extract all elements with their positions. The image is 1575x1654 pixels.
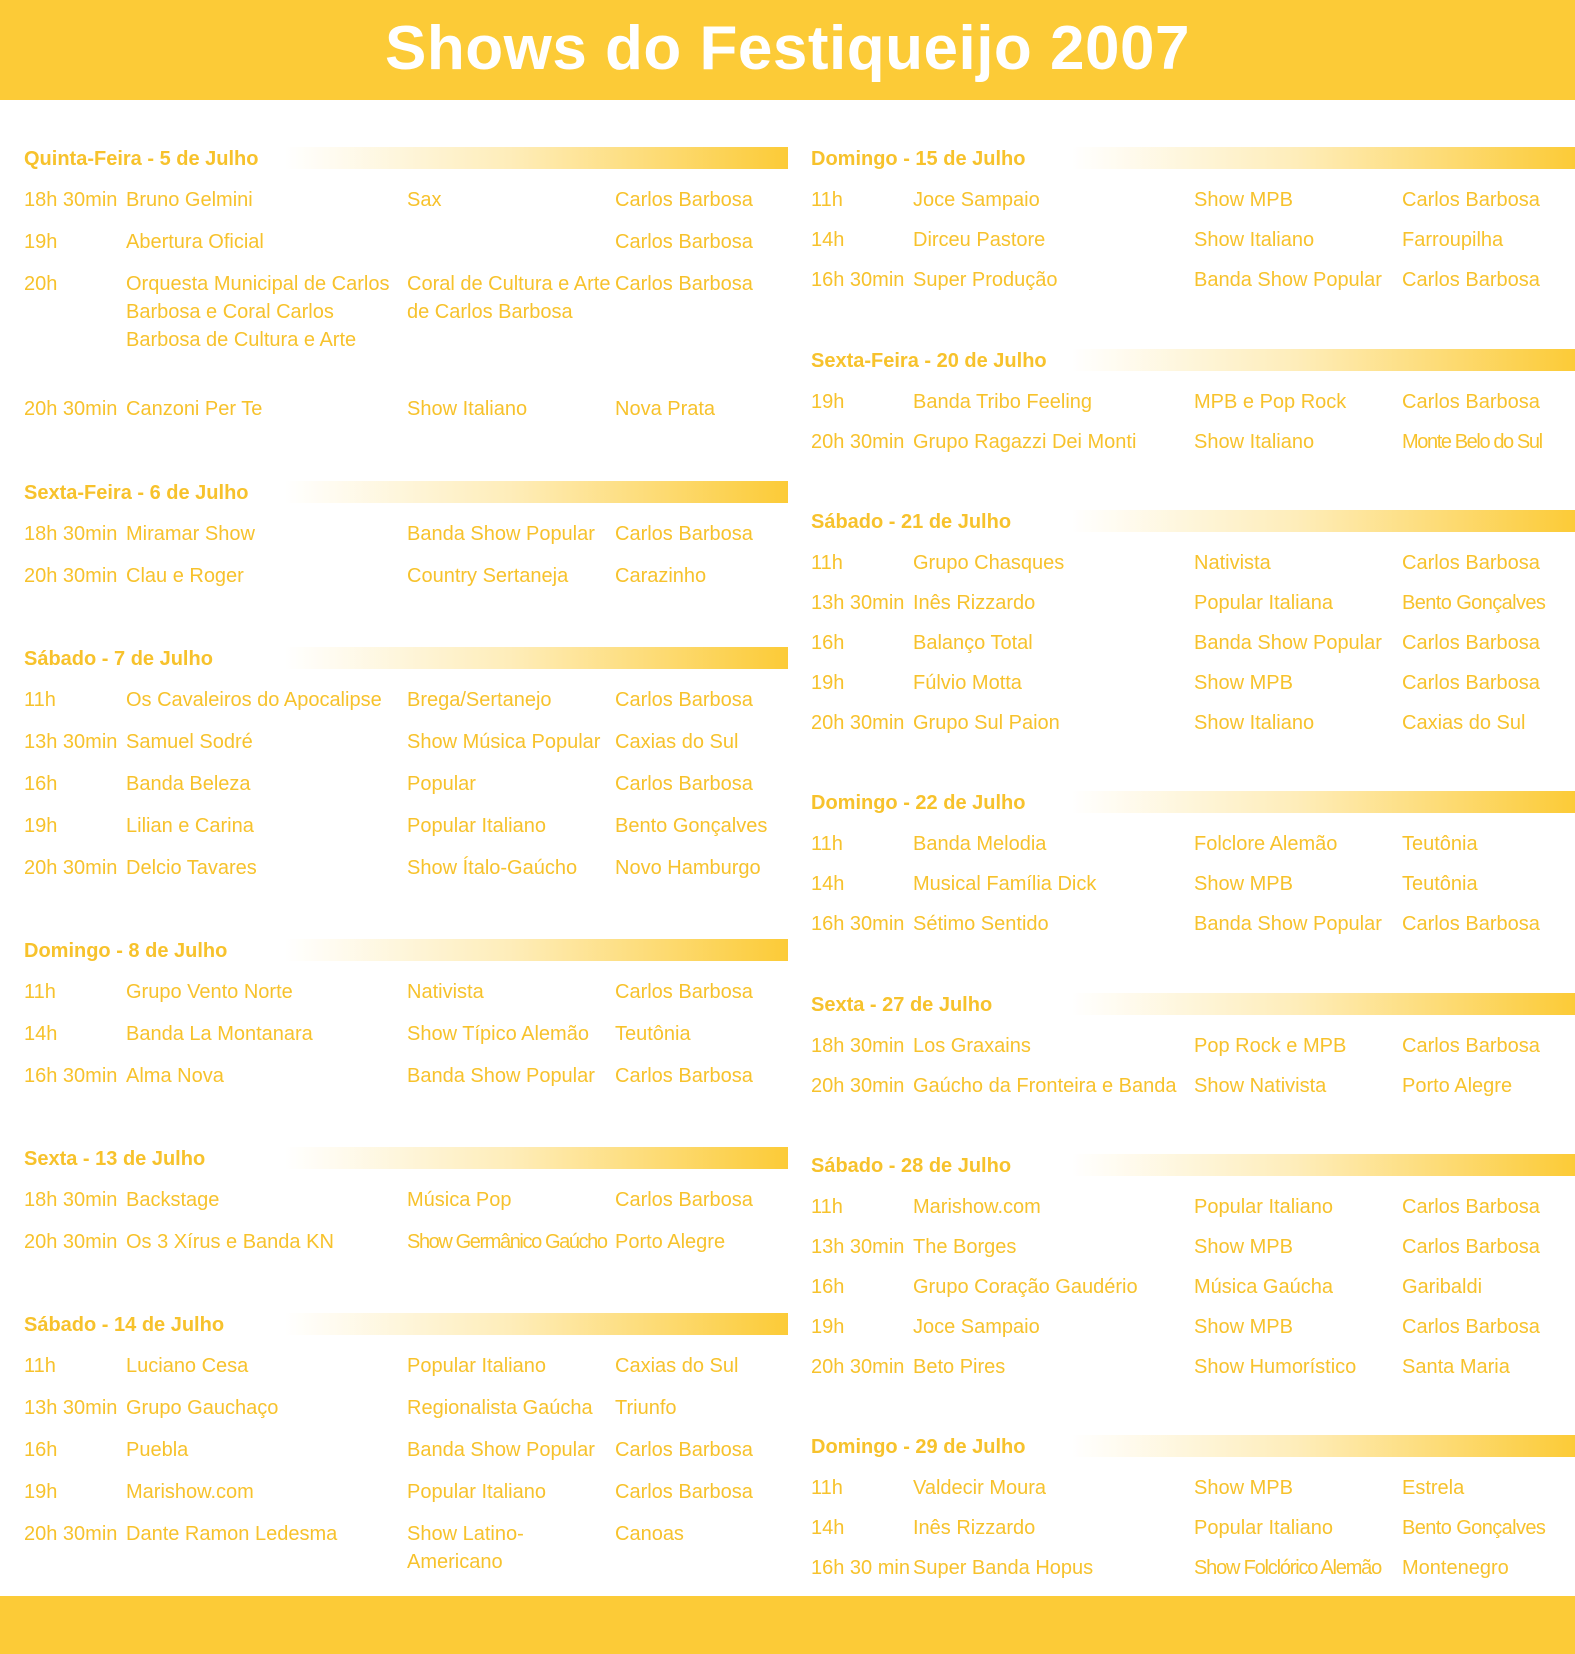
show-city: Bento Gonçalves (1402, 592, 1546, 614)
show-artist: Os Cavaleiros do Apocalipse (126, 689, 382, 711)
show-genre: Banda Show Popular (1194, 632, 1382, 654)
show-time: 14h (811, 1517, 845, 1539)
show-city: Carlos Barbosa (615, 231, 753, 253)
table-row (811, 709, 1575, 749)
show-city: Caxias do Sul (615, 731, 739, 753)
show-city: Porto Alegre (615, 1231, 726, 1253)
day-header (24, 1312, 788, 1336)
show-city: Carlos Barbosa (1402, 1236, 1540, 1258)
day-header (24, 646, 788, 670)
show-city: Santa Maria (1402, 1356, 1510, 1378)
show-time: 18h 30min (811, 1035, 905, 1057)
show-genre: Show Germânico Gaúcho (407, 1231, 607, 1253)
show-time: 13h 30min (811, 1236, 905, 1258)
show-city: Carazinho (615, 565, 707, 587)
show-artist: Banda La Montanara (126, 1023, 313, 1045)
day-section (811, 1434, 1575, 1594)
show-time: 19h (811, 1316, 845, 1338)
day-section (24, 1146, 788, 1270)
show-time: 11h (24, 689, 56, 711)
table-row (811, 669, 1575, 709)
show-city: Caxias do Sul (1402, 712, 1526, 734)
table-row (24, 770, 788, 812)
show-genre: Show Latino-Americano (407, 1523, 524, 1573)
show-artist: Grupo Gauchaço (126, 1397, 279, 1419)
show-genre: Banda Show Popular (407, 1065, 595, 1087)
show-time: 19h (24, 1481, 58, 1503)
show-time: 20h (24, 273, 58, 295)
day-section (811, 1153, 1575, 1393)
show-artist: Los Graxains (913, 1035, 1031, 1057)
day-header-bar (1071, 993, 1575, 1015)
show-genre: Show Italiano (1194, 431, 1315, 453)
show-city: Carlos Barbosa (1402, 189, 1540, 211)
show-city: Novo Hamburgo (615, 857, 761, 879)
show-time: 16h (24, 773, 58, 795)
show-genre: Coral de Cultura e Arte de Carlos Barbosa (407, 273, 611, 323)
day-header-bar (284, 481, 788, 503)
table-row (24, 1186, 788, 1228)
page-title: Shows do Festiqueijo 2007 (385, 14, 1190, 83)
show-artist: Banda Tribo Feeling (913, 391, 1093, 413)
show-time: 18h 30min (24, 189, 118, 211)
show-city: Canoas (615, 1523, 684, 1545)
show-city: Montenegro (1402, 1557, 1509, 1579)
show-time: 20h 30min (811, 1356, 905, 1378)
show-city: Carlos Barbosa (615, 1439, 753, 1461)
day-header-bar (1071, 349, 1575, 371)
show-time: 16h 30min (24, 1065, 118, 1087)
show-time: 11h (24, 1355, 56, 1377)
show-genre: Banda Show Popular (1194, 913, 1382, 935)
show-time: 16h (811, 632, 845, 654)
show-city: Carlos Barbosa (1402, 672, 1540, 694)
table-row (811, 1474, 1575, 1514)
table-row (24, 728, 788, 770)
table-row (24, 562, 788, 604)
show-genre: Banda Show Popular (407, 1439, 595, 1461)
show-city: Nova Prata (615, 398, 716, 420)
show-city: Carlos Barbosa (1402, 1035, 1540, 1057)
day-header (811, 1153, 1575, 1177)
show-city: Carlos Barbosa (1402, 632, 1540, 654)
table-row (24, 186, 788, 228)
day-header (811, 509, 1575, 533)
day-header (24, 480, 788, 504)
day-section (24, 480, 788, 604)
day-title: Domingo - 29 de Julho (811, 1436, 1031, 1458)
show-artist: Dirceu Pastore (913, 229, 1046, 251)
show-artist: Joce Sampaio (913, 1316, 1040, 1338)
table-row (811, 549, 1575, 589)
day-title: Sexta-Feira - 20 de Julho (811, 350, 1053, 372)
show-genre: Show MPB (1194, 873, 1293, 895)
day-header-bar (1071, 1154, 1575, 1176)
show-genre: Nativista (407, 981, 484, 1003)
show-artist: Delcio Tavares (126, 857, 257, 879)
show-time: 20h 30min (24, 565, 118, 587)
show-time: 19h (811, 391, 845, 413)
day-title: Sábado - 14 de Julho (24, 1314, 230, 1336)
day-header (24, 1146, 788, 1170)
show-time: 11h (811, 1477, 843, 1499)
show-genre: Show Italiano (407, 398, 528, 420)
show-artist: Marishow.com (913, 1196, 1041, 1218)
show-genre: Show MPB (1194, 1316, 1293, 1338)
show-city: Estrela (1402, 1477, 1465, 1499)
show-artist: Inês Rizzardo (913, 592, 1036, 614)
show-artist: Alma Nova (126, 1065, 224, 1087)
table-row (811, 266, 1575, 306)
show-city: Garibaldi (1402, 1276, 1483, 1298)
show-city: Bento Gonçalves (1402, 1517, 1546, 1539)
table-row (811, 1072, 1575, 1112)
show-time: 13h 30min (811, 592, 905, 614)
show-genre: Banda Show Popular (407, 523, 595, 545)
table-row (811, 1514, 1575, 1554)
show-artist: Banda Beleza (126, 773, 251, 795)
day-title: Domingo - 22 de Julho (811, 792, 1031, 814)
table-row (24, 812, 788, 854)
show-genre: Popular Italiano (407, 1355, 546, 1377)
show-city: Caxias do Sul (615, 1355, 739, 1377)
show-time: 20h 30min (811, 712, 905, 734)
show-artist: Super Banda Hopus (913, 1557, 1094, 1579)
show-time: 13h 30min (24, 1397, 118, 1419)
table-row (24, 1062, 788, 1104)
show-time: 16h 30min (811, 269, 905, 291)
table-row (24, 1352, 788, 1394)
day-section (811, 992, 1575, 1112)
show-genre: Sax (407, 189, 442, 211)
show-genre: Show Italiano (1194, 712, 1315, 734)
show-time: 16h 30min (811, 913, 905, 935)
table-row (24, 1020, 788, 1062)
day-header (24, 146, 788, 170)
day-section (811, 348, 1575, 468)
day-header (24, 938, 788, 962)
show-genre: Regionalista Gaúcha (407, 1397, 593, 1419)
show-city: Bento Gonçalves (615, 815, 768, 837)
day-header-bar (1071, 510, 1575, 532)
show-artist: Fúlvio Motta (913, 672, 1022, 694)
table-row (24, 520, 788, 562)
show-genre: Popular Italiana (1194, 592, 1333, 614)
day-section (24, 146, 788, 437)
show-time: 20h 30min (24, 1523, 118, 1545)
table-row (24, 978, 788, 1020)
day-header-bar (1071, 1435, 1575, 1457)
day-title: Sábado - 28 de Julho (811, 1155, 1017, 1177)
table-row (811, 226, 1575, 266)
day-section (811, 146, 1575, 306)
show-artist: Beto Pires (913, 1356, 1006, 1378)
show-city: Carlos Barbosa (615, 1189, 753, 1211)
show-genre: Música Gaúcha (1194, 1276, 1333, 1298)
show-genre: Show Humorístico (1194, 1356, 1357, 1378)
table-row (811, 589, 1575, 629)
day-header-bar (284, 1147, 788, 1169)
show-artist: Clau e Roger (126, 565, 244, 587)
show-genre: Show Nativista (1194, 1075, 1327, 1097)
show-city: Farroupilha (1402, 229, 1504, 251)
show-time: 20h 30min (24, 398, 118, 420)
show-artist: Orquesta Municipal de Carlos Barbosa e Coral Carlos Barbosa de Cultura e Arte (126, 273, 390, 351)
show-city: Carlos Barbosa (1402, 1316, 1540, 1338)
day-header (811, 1434, 1575, 1458)
day-header-bar (1071, 147, 1575, 169)
show-genre: Show Italiano (1194, 229, 1315, 251)
show-artist: Dante Ramon Ledesma (126, 1523, 338, 1545)
day-header-bar (284, 1313, 788, 1335)
table-row (811, 870, 1575, 910)
show-artist: Grupo Sul Paion (913, 712, 1060, 734)
show-artist: Puebla (126, 1439, 189, 1461)
show-genre: Show Ítalo-Gaúcho (407, 857, 578, 879)
table-row (811, 1273, 1575, 1313)
show-artist: Luciano Cesa (126, 1355, 249, 1377)
show-city: Carlos Barbosa (615, 981, 753, 1003)
show-time: 20h 30min (811, 431, 905, 453)
show-genre: Brega/Sertanejo (407, 689, 552, 711)
show-time: 18h 30min (24, 523, 118, 545)
show-city: Carlos Barbosa (1402, 552, 1540, 574)
table-row (811, 830, 1575, 870)
day-section (24, 646, 788, 896)
show-city: Carlos Barbosa (615, 689, 753, 711)
show-time: 14h (24, 1023, 58, 1045)
show-genre: Popular (407, 773, 476, 795)
show-genre: Show MPB (1194, 1236, 1293, 1258)
show-time: 20h 30min (24, 857, 118, 879)
show-city: Teutônia (1402, 873, 1478, 895)
show-genre: Folclore Alemão (1194, 833, 1338, 855)
table-row (811, 1554, 1575, 1594)
day-title: Quinta-Feira - 5 de Julho (24, 148, 264, 170)
show-artist: Samuel Sodré (126, 731, 253, 753)
show-city: Carlos Barbosa (615, 1065, 753, 1087)
show-artist: Grupo Vento Norte (126, 981, 293, 1003)
show-time: 11h (811, 1196, 843, 1218)
show-artist: Backstage (126, 1189, 220, 1211)
show-time: 14h (811, 229, 845, 251)
show-artist: Valdecir Moura (913, 1477, 1047, 1499)
show-genre: Nativista (1194, 552, 1271, 574)
day-section (811, 790, 1575, 950)
show-genre: Show Música Popular (407, 731, 601, 753)
table-row (24, 1228, 788, 1270)
table-row (24, 1520, 788, 1580)
day-section (24, 1312, 788, 1580)
show-artist: Inês Rizzardo (913, 1517, 1036, 1539)
show-time: 19h (811, 672, 845, 694)
day-header (811, 790, 1575, 814)
show-genre: Show MPB (1194, 189, 1293, 211)
table-row (811, 1353, 1575, 1393)
show-genre: Popular Italiano (1194, 1196, 1333, 1218)
show-time: 16h (811, 1276, 845, 1298)
show-artist: Grupo Coração Gaudério (913, 1276, 1138, 1298)
show-city: Carlos Barbosa (1402, 269, 1540, 291)
show-artist: Abertura Oficial (126, 231, 264, 253)
day-title: Sábado - 21 de Julho (811, 511, 1017, 533)
day-section (811, 509, 1575, 749)
table-row (811, 1193, 1575, 1233)
table-row (24, 270, 788, 395)
table-row (811, 910, 1575, 950)
show-city: Carlos Barbosa (1402, 1196, 1540, 1218)
day-header (811, 146, 1575, 170)
show-artist: Miramar Show (126, 523, 255, 545)
day-header (811, 992, 1575, 1016)
show-artist: Joce Sampaio (913, 189, 1040, 211)
show-time: 16h (24, 1439, 58, 1461)
show-artist: Os 3 Xírus e Banda KN (126, 1231, 334, 1253)
day-title: Sexta - 27 de Julho (811, 994, 998, 1016)
day-title: Domingo - 15 de Julho (811, 148, 1031, 170)
table-row (24, 228, 788, 270)
day-header-bar (284, 939, 788, 961)
show-time: 16h 30 min (811, 1557, 910, 1579)
table-row (24, 1478, 788, 1520)
show-time: 11h (811, 189, 843, 211)
show-artist: Grupo Chasques (913, 552, 1065, 574)
show-genre: MPB e Pop Rock (1194, 391, 1347, 413)
day-title: Domingo - 8 de Julho (24, 940, 233, 962)
show-time: 19h (24, 231, 58, 253)
show-genre: Show Típico Alemão (407, 1023, 589, 1045)
table-row (24, 1436, 788, 1478)
table-row (24, 686, 788, 728)
show-city: Carlos Barbosa (615, 189, 753, 211)
show-artist: Canzoni Per Te (126, 398, 263, 420)
show-genre: Popular Italiano (1194, 1517, 1333, 1539)
show-city: Carlos Barbosa (615, 523, 753, 545)
show-city: Teutônia (1402, 833, 1478, 855)
show-artist: Musical Família Dick (913, 873, 1097, 895)
day-title: Sábado - 7 de Julho (24, 648, 219, 670)
show-city: Teutônia (615, 1023, 691, 1045)
show-artist: Lilian e Carina (126, 815, 254, 837)
table-row (24, 395, 788, 437)
page-header (0, 0, 1575, 100)
page-footer (0, 1596, 1575, 1654)
show-time: 20h 30min (24, 1231, 118, 1253)
show-city: Monte Belo do Sul (1402, 431, 1542, 453)
day-title: Sexta - 13 de Julho (24, 1148, 211, 1170)
show-artist: Sétimo Sentido (913, 913, 1049, 935)
show-time: 18h 30min (24, 1189, 118, 1211)
show-city: Carlos Barbosa (615, 1481, 753, 1503)
table-row (24, 854, 788, 896)
show-time: 20h 30min (811, 1075, 905, 1097)
day-section (24, 938, 788, 1104)
table-row (811, 186, 1575, 226)
table-row (811, 1032, 1575, 1072)
show-artist: Grupo Ragazzi Dei Monti (913, 431, 1137, 453)
show-artist: Balanço Total (913, 632, 1033, 654)
show-time: 11h (811, 552, 843, 574)
day-header-bar (1071, 791, 1575, 813)
day-header-bar (284, 147, 788, 169)
show-artist: Gaúcho da Fronteira e Banda (913, 1075, 1177, 1097)
show-artist: The Borges (913, 1236, 1017, 1258)
day-title: Sexta-Feira - 6 de Julho (24, 482, 255, 504)
show-genre: Banda Show Popular (1194, 269, 1382, 291)
show-city: Porto Alegre (1402, 1075, 1513, 1097)
show-genre: Show MPB (1194, 1477, 1293, 1499)
table-row (24, 1394, 788, 1436)
show-genre: Pop Rock e MPB (1194, 1035, 1347, 1057)
show-artist: Super Produção (913, 269, 1058, 291)
show-city: Carlos Barbosa (1402, 391, 1540, 413)
show-genre: Show MPB (1194, 672, 1293, 694)
show-genre: Popular Italiano (407, 1481, 546, 1503)
show-time: 11h (811, 833, 843, 855)
show-artist: Bruno Gelmini (126, 189, 253, 211)
day-header-bar (284, 647, 788, 669)
table-row (811, 428, 1575, 468)
table-row (811, 629, 1575, 669)
show-artist: Marishow.com (126, 1481, 254, 1503)
show-time: 14h (811, 873, 845, 895)
show-genre: Popular Italiano (407, 815, 546, 837)
show-city: Carlos Barbosa (615, 273, 753, 295)
table-row (811, 1233, 1575, 1273)
show-genre: Música Pop (407, 1189, 512, 1211)
table-row (811, 1313, 1575, 1353)
show-city: Carlos Barbosa (615, 773, 753, 795)
show-time: 11h (24, 981, 56, 1003)
show-city: Carlos Barbosa (1402, 913, 1540, 935)
show-genre: Country Sertaneja (407, 565, 569, 587)
day-header (811, 348, 1575, 372)
table-row (811, 388, 1575, 428)
show-city: Triunfo (615, 1397, 677, 1419)
show-time: 13h 30min (24, 731, 118, 753)
show-genre: Show Folclórico Alemão (1194, 1557, 1382, 1579)
show-time: 19h (24, 815, 58, 837)
show-artist: Banda Melodia (913, 833, 1047, 855)
